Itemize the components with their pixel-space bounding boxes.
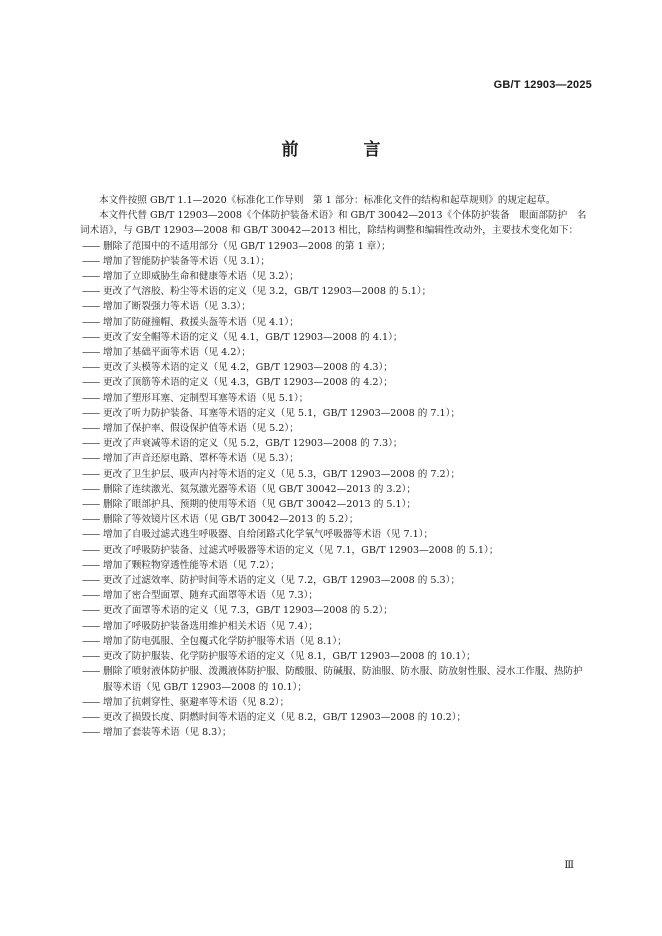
change-list-item-text: 增加了声音还原电路、罩杯等术语（见 5.3）； <box>103 453 299 465</box>
change-list-item <box>80 527 592 542</box>
change-list-item-text: 删除了范围中的不适用部分（见 GB/T 12903—2008 的第 1 章）； <box>103 240 391 252</box>
list-dash-marker: —— <box>82 727 100 739</box>
change-list-item-text: 增加了断裂强力等术语（见 3.3）； <box>103 301 251 313</box>
list-dash-marker: —— <box>82 711 100 723</box>
change-list-item <box>80 695 592 710</box>
change-list-item-text: 删除了连续激光、氦氖激光器等术语（见 GB/T 30042—2013 的 3.2）； <box>103 483 416 495</box>
change-list-item-text: 更改了顶筋等术语的定义（见 4.3，GB/T 12903—2008 的 4.2）； <box>103 377 393 389</box>
list-dash-marker: —— <box>82 468 100 480</box>
change-list-item-text: 增加了呼吸防护装备选用维护相关术语（见 7.4）； <box>103 620 318 632</box>
change-list-item-text: 增加了立即威胁生命和健康等术语（见 3.2）； <box>103 271 299 283</box>
change-list-item-text: 更改了防护服装、化学防护服等术语的定义（见 8.1，GB/T 12903—2008 的 10.1）； <box>103 651 476 663</box>
change-list-item-text: 增加了智能防护装备等术语（见 3.1）； <box>103 255 271 267</box>
change-list-item <box>80 634 592 649</box>
change-list-item-text: 删除了等效镜片区术语（见 GB/T 30042—2013 的 5.2）； <box>103 514 359 526</box>
change-list-item <box>80 375 592 390</box>
change-list-item <box>80 436 592 451</box>
change-list-item <box>80 421 592 436</box>
foreword-body <box>80 193 592 740</box>
list-dash-marker: —— <box>82 635 100 647</box>
change-list-item <box>80 269 592 284</box>
change-list-item <box>80 406 592 421</box>
change-list-item-text: 增加了防电弧服、全包覆式化学防护服等术语（见 8.1）； <box>103 635 347 647</box>
change-list-item-text: 增加了塑形耳塞、定制型耳塞等术语（见 5.1）； <box>103 392 309 404</box>
change-list-item <box>80 299 592 314</box>
change-list-item-text: 删除了喷射液体防护服、泼溅液体防护服、防酸服、防碱服、防油服、防水服、防放射性服、浸水工作服、热防护服等术语（见 GB/T 12903—2008 的 10.1）； <box>103 666 583 693</box>
change-list-item-text: 更改了头模等术语的定义（见 4.2，GB/T 12903—2008 的 4.3）； <box>103 362 393 374</box>
change-list-item <box>80 254 592 269</box>
change-list-item-text: 增加了颗粒物穿透性能等术语（见 7.2）； <box>103 559 280 571</box>
list-dash-marker: —— <box>82 696 100 708</box>
change-list-item <box>80 467 592 482</box>
list-dash-marker: —— <box>82 453 100 465</box>
change-list-item-text: 更改了声衰减等术语的定义（见 5.2，GB/T 12903—2008 的 7.3）； <box>103 438 403 450</box>
list-dash-marker: —— <box>82 483 100 495</box>
list-dash-marker: —— <box>82 331 100 343</box>
change-list-item-text: 更改了损毁长度、阴燃时间等术语的定义（见 8.2，GB/T 12903—2008 的 10.2）； <box>103 711 467 723</box>
change-list-item <box>80 451 592 466</box>
change-list-item <box>80 345 592 360</box>
list-dash-marker: —— <box>82 651 100 663</box>
foreword-paragraph-1: 本文件按照 GB/T 1.1—2020《标准化工作导则 第 1 部分：标准化文件的结构和起草规则》的规定起草。 <box>99 195 556 206</box>
change-list-item-text: 增加了基础平面等术语（见 4.2）； <box>103 347 251 359</box>
change-list-item-text: 增加了保护率、假设保护值等术语（见 5.2）； <box>103 423 299 435</box>
technical-changes-list <box>80 239 592 741</box>
change-list-item-text: 更改了卫生护层、吸声内衬等术语的定义（见 5.3，GB/T 12903—2008 的 7.2）； <box>103 468 461 480</box>
change-list-item <box>80 391 592 406</box>
list-dash-marker: —— <box>82 514 100 526</box>
list-dash-marker: —— <box>82 575 100 587</box>
standard-code-header: GB/T 12903—2025 <box>493 79 592 91</box>
change-list-item <box>80 330 592 345</box>
change-list-item <box>80 497 592 512</box>
change-list-item-text: 更改了面罩等术语的定义（见 7.3，GB/T 12903—2008 的 5.2）； <box>103 605 393 617</box>
list-dash-marker: —— <box>82 590 100 602</box>
list-dash-marker: —— <box>82 301 100 313</box>
change-list-item <box>80 315 592 330</box>
change-list-item-text: 增加了密合型面罩、随弃式面罩等术语（见 7.3）； <box>103 590 318 602</box>
change-list-item-text: 增加了抗刺穿性、驱避率等术语（见 8.2）； <box>103 696 290 708</box>
page-number: Ⅲ <box>564 860 574 871</box>
change-list-item <box>80 558 592 573</box>
list-dash-marker: —— <box>82 286 100 298</box>
list-dash-marker: —— <box>82 605 100 617</box>
change-list-item <box>80 588 592 603</box>
list-dash-marker: —— <box>82 544 100 556</box>
change-list-item-text: 删除了眼部护具、预期的使用等术语（见 GB/T 30042—2013 的 5.1）； <box>103 499 416 511</box>
change-list-item <box>80 619 592 634</box>
change-list-item <box>80 284 592 299</box>
page-title: 前 言 <box>281 140 405 160</box>
change-list-item <box>80 573 592 588</box>
list-dash-marker: —— <box>82 316 100 328</box>
list-dash-marker: —— <box>82 529 100 541</box>
change-list-item <box>80 710 592 725</box>
list-dash-marker: —— <box>82 559 100 571</box>
change-list-item-text: 更改了呼吸防护装备、过滤式呼吸器等术语的定义（见 7.1，GB/T 12903—2008 的 5.1）； <box>103 544 499 556</box>
list-dash-marker: —— <box>82 407 100 419</box>
change-list-item <box>80 512 592 527</box>
change-list-item <box>80 543 592 558</box>
list-dash-marker: —— <box>82 423 100 435</box>
list-dash-marker: —— <box>82 392 100 404</box>
change-list-item <box>80 649 592 664</box>
change-list-item <box>80 603 592 618</box>
list-dash-marker: —— <box>82 666 100 678</box>
list-dash-marker: —— <box>82 438 100 450</box>
change-list-item-text: 更改了气溶胶、粉尘等术语的定义（见 3.2，GB/T 12903—2008 的 5.1）； <box>103 286 432 298</box>
change-list-item-text: 增加了防碰撞帽、救援头盔等术语（见 4.1）； <box>103 316 299 328</box>
change-list-item <box>80 239 592 254</box>
list-dash-marker: —— <box>82 240 100 252</box>
change-list-item-text: 更改了听力防护装备、耳塞等术语的定义（见 5.1，GB/T 12903—2008 的 7.1）； <box>103 407 461 419</box>
list-dash-marker: —— <box>82 620 100 632</box>
list-dash-marker: —— <box>82 255 100 267</box>
change-list-item-text: 更改了过滤效率、防护时间等术语的定义（见 7.2，GB/T 12903—2008 的 5.3）； <box>103 575 461 587</box>
change-list-item <box>80 664 592 694</box>
list-dash-marker: —— <box>82 271 100 283</box>
change-list-item-text: 增加了自吸过滤式逃生呼吸器、自给闭路式化学氧气呼吸器等术语（见 7.1）； <box>103 529 434 541</box>
list-dash-marker: —— <box>82 377 100 389</box>
change-list-item-text: 更改了安全帽等术语的定义（见 4.1，GB/T 12903—2008 的 4.1）； <box>103 331 403 343</box>
list-dash-marker: —— <box>82 362 100 374</box>
change-list-item <box>80 725 592 740</box>
foreword-paragraph-2: 本文件代替 GB/T 12903—2008《个体防护装备术语》和 GB/T 30042—2013《个体防护装备 眼面部防护 名词术语》，与 GB/T 12903—2008 和 GB/T 30042—2013 相比，除结构调整和编辑性改动外，主要技术变化如下： <box>80 210 587 237</box>
list-dash-marker: —— <box>82 347 100 359</box>
list-dash-marker: —— <box>82 499 100 511</box>
change-list-item <box>80 360 592 375</box>
change-list-item-text: 增加了套装等术语（见 8.3）； <box>103 727 232 739</box>
change-list-item <box>80 482 592 497</box>
